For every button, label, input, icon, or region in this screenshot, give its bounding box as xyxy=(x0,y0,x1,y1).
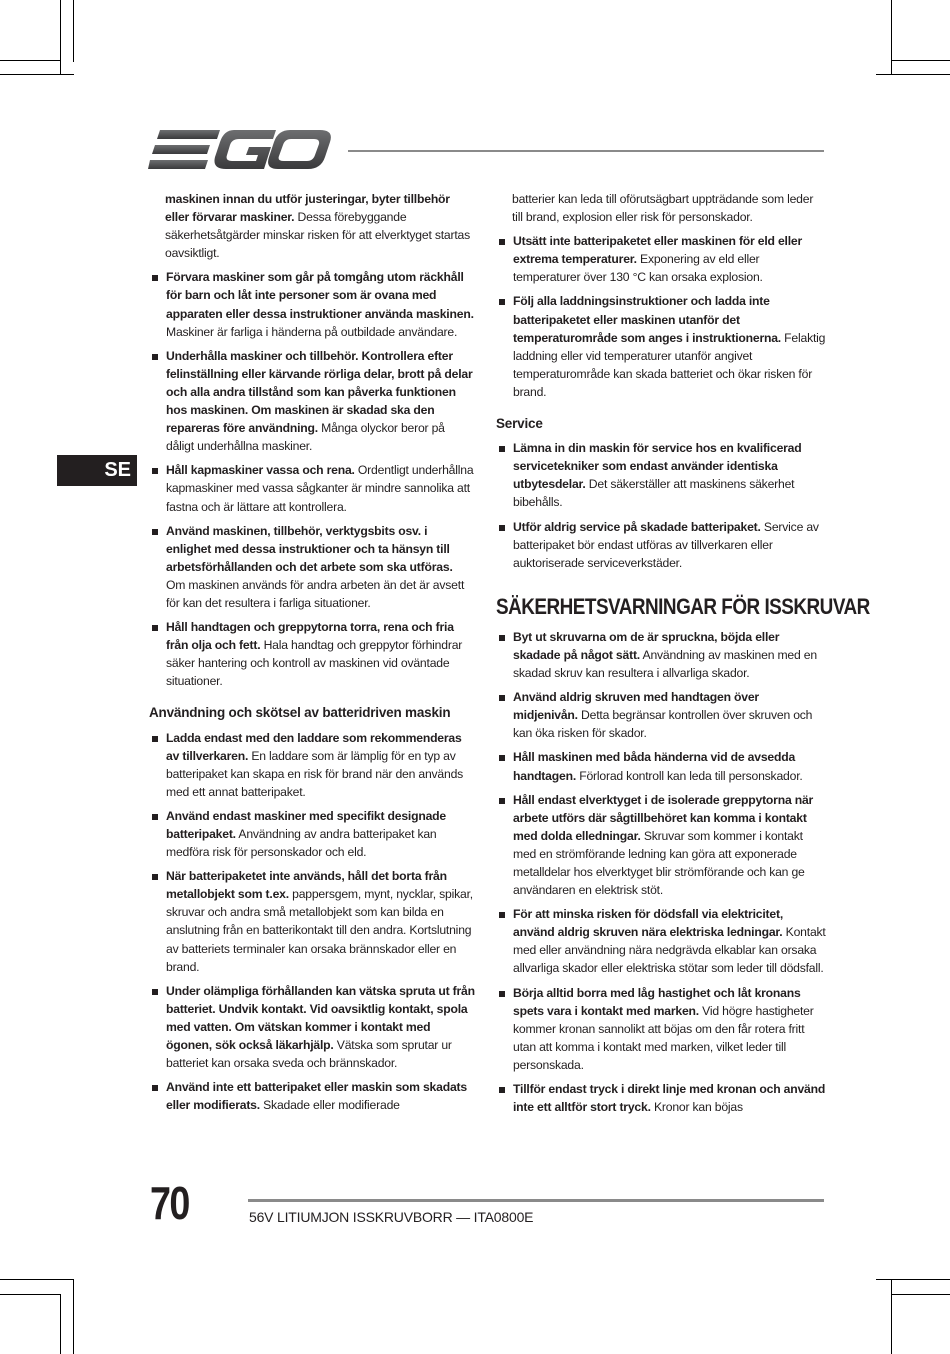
left-column xyxy=(149,190,475,1120)
service-list xyxy=(496,439,826,572)
crop-mark xyxy=(891,1294,950,1295)
crop-mark xyxy=(876,74,950,75)
crop-mark xyxy=(0,1279,74,1280)
battery-list-continued xyxy=(496,232,826,401)
screwdriver-list xyxy=(496,628,826,1116)
crop-mark xyxy=(891,60,950,61)
crop-mark xyxy=(891,1280,892,1354)
list-item: Håll handtagen och greppytorna torra, rena och fria från olja och fett. Hala handtag och greppytor förhindrar säker hantering och kontroll av maskinen vid oväntade situationer. xyxy=(149,618,475,690)
list-item: Byt ut skruvarna om de är spruckna, böjda eller skadade på något sätt. Användning av maskinen med en skadad skruv kan resultera i allvarliga skador. xyxy=(496,628,826,682)
list-item: Lämna in din maskin för service hos en kvalificerad servicetekniker som endast använder identiska utbytesdelar. Det säkerställer att maskinens säkerhet bibehålls. xyxy=(496,439,826,511)
list-item: Utsätt inte batteripaketet eller maskinen för eld eller extrema temperaturer. Exponering av eld eller temperaturer över 130 °C kan orsaka explosion. xyxy=(496,232,826,286)
safety-list xyxy=(149,268,475,690)
list-item: När batteripaketet inte används, håll det borta från metallobjekt som t.ex. pappersgem, mynt, nycklar, spikar, skruvar och andra små metallobjekt som kan bilda en anslutning från en batterikontakt till den andra. Kortslutning av batteriets terminaler kan orsaka brännskador eller en brand. xyxy=(149,867,475,976)
list-item: Håll maskinen med båda händerna vid de avsedda handtagen. Förlorad kontroll kan leda till personskador. xyxy=(496,748,826,784)
crop-mark xyxy=(891,0,892,75)
page-number: 70 xyxy=(150,1177,189,1229)
crop-mark xyxy=(60,0,61,74)
list-item: Förvara maskiner som går på tomgång utom räckhåll för barn och låt inte personer som är ovana med apparaten eller dessa instruktioner använda maskinen. Maskiner är farliga i händerna på outbildade användare. xyxy=(149,268,475,340)
list-item: Använd aldrig skruven med handtagen över midjenivån. Detta begränsar kontrollen över skruven och kan öka risken för skador. xyxy=(496,688,826,742)
section-heading: Användning och skötsel av batteridriven maskin xyxy=(149,705,451,721)
list-item: Använd inte ett batteripaket eller maskin som skadats eller modifierats. Skadade eller modifierade xyxy=(149,1078,475,1114)
battery-list xyxy=(149,729,475,1115)
list-item: Använd maskinen, tillbehör, verktygsbits osv. i enlighet med dessa instruktioner och ta hänsyn till arbetsförhållanden och det arbete som ska utföras. Om maskinen används för andra arbeten än det är avsett för kan det resultera i farliga situationer. xyxy=(149,522,475,612)
list-item: Utför aldrig service på skadade batteripaket. Service av batteripaket bör endast utföras av tillverkaren eller auktoriserade serviceverkstäder. xyxy=(496,518,826,572)
continued-paragraph: batterier kan leda till oförutsägbart uppträdande som leder till brand, explosion eller risk för personskador. xyxy=(512,192,814,225)
ego-logo xyxy=(148,128,332,172)
crop-mark xyxy=(73,1280,74,1354)
crop-mark xyxy=(876,1279,950,1280)
continued-paragraph: maskinen innan du utför justeringar, byter tillbehör eller förvarar maskiner. Dessa förebyggande säkerhetsåtgärder minskar risken för att elverktyget startas oavsiktligt. xyxy=(165,192,471,261)
list-item: Använd endast maskiner med specifikt designade batteripaket. Användning av andra batteripaket kan medföra risk för personskador och eld. xyxy=(149,807,475,861)
list-item: Under olämpliga förhållanden kan vätska spruta ut från batteriet. Undvik kontakt. Vid oavsiktlig kontakt, spola med vatten. Om vätskan kommer i kontakt med ögonen, sök också läkarhjälp. Vätska som sprutar ur batteriet kan orsaka sveda och brännskador. xyxy=(149,982,475,1072)
list-item: Börja alltid borra med låg hastighet och låt kronans spets vara i kontakt med marken. Vid högre hastigheter kommer kronan sannolikt att böjas om den får rotera fritt utan att komma i kontakt med marken, vilket leder till personskada. xyxy=(496,984,826,1074)
crop-mark xyxy=(0,1294,60,1295)
section-heading: Service xyxy=(496,416,543,432)
list-item: Underhålla maskiner och tillbehör. Kontrollera efter felinställning eller kärvande rörliga delar, brott på delar och alla andra tillstånd som kan påverka funktionen hos maskinen. Om maskinen är skadad ska den repareras före användning. Många olyckor beror på dåligt underhållna maskiner. xyxy=(149,347,475,456)
list-item: Ladda endast med den laddare som rekommenderas av tillverkaren. En laddare som är lämplig för en typ av batteripaket kan skapa en risk för brand när den används med ett annat batteripaket. xyxy=(149,729,475,801)
list-item: Håll endast elverktyget i de isolerade greppytorna när arbete utförs där sågtillbehöret kan komma i kontakt med dolda elledningar. Skruvar som kommer i kontakt med en strömförande ledning kan göra att exponerade metalldelar hos elverktyget blir strömförande och kan ge användaren en elektrisk stöt. xyxy=(496,791,826,900)
right-column xyxy=(496,190,870,1122)
crop-mark xyxy=(0,60,60,61)
crop-mark xyxy=(60,1294,61,1354)
list-item: Följ alla laddningsinstruktioner och ladda inte batteripaketet eller maskinen utanför det temperaturområde som anges i instruktionerna. Felaktig laddning eller vid temperaturer utanför angivet temperaturområde kan skada batteriet och ökar risken för brand. xyxy=(496,292,826,401)
header-rule xyxy=(348,150,824,152)
crop-mark xyxy=(73,0,74,62)
list-item: Tillför endast tryck i direkt linje med kronan och använd inte ett alltför stort tryck. Kronor kan böjas xyxy=(496,1080,826,1116)
footer-title: 56V LITIUMJON ISSKRUVBORR — ITA0800E xyxy=(249,1209,534,1225)
list-item: För att minska risken för dödsfall via elektricitet, använd aldrig skruven nära elektriska ledningar. Kontakt med eller användning nära nedgrävda elkablar kan orsaka allvarliga skador eller elektriska stötar som leder till dödsfall. xyxy=(496,905,826,977)
language-tab: SE xyxy=(57,455,137,486)
footer-rule xyxy=(248,1199,824,1202)
crop-mark xyxy=(0,74,74,75)
main-section-heading: SÄKERHETSVARNINGAR FÖR ISSKRUVAR xyxy=(496,593,870,619)
list-item: Håll kapmaskiner vassa och rena. Ordentligt underhållna kapmaskiner med vassa sågkanter är mindre sannolika att fastna och är lättare att kontrollera. xyxy=(149,461,475,515)
